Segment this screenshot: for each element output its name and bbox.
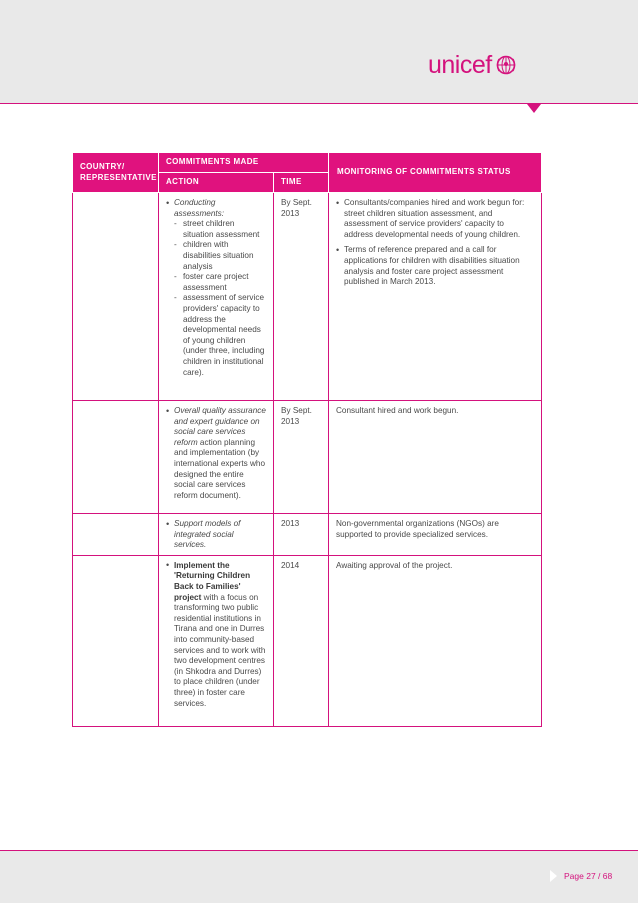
commitments-made-header: COMMITMENTS MADE — [159, 153, 329, 173]
commitments-table — [72, 152, 542, 727]
unicef-logo — [428, 50, 518, 80]
action-bold-text: Implement the 'Returning Children Back to Families' project — [174, 560, 251, 602]
action-header: ACTION — [159, 173, 274, 193]
time-cell: By Sept. 2013 — [274, 193, 329, 401]
country-cell — [73, 193, 159, 401]
monitoring-cell — [329, 193, 542, 401]
country-cell — [73, 514, 159, 556]
logo-wordmark: unicef — [428, 50, 492, 79]
monitoring-status-header: MONITORING OF COMMITMENTS STATUS — [329, 153, 542, 193]
country-cell — [73, 555, 159, 726]
action-sub-item: - street children situation assessment — [166, 219, 266, 240]
table-row — [73, 555, 542, 726]
header-band — [0, 0, 638, 104]
action-cell — [159, 514, 274, 556]
header-notch-marker — [527, 104, 541, 113]
monitoring-item: • Terms of reference prepared and a call for applications for children with disabilities situation analysis and foster care project assessment published in March 2013. — [336, 245, 534, 287]
action-italic-text: Overall quality assurance and expert guidance on social care services reform — [174, 406, 266, 447]
monitoring-cell: Non-governmental organizations (NGOs) are supported to provide specialized services. — [329, 514, 542, 556]
action-rest-text: with a focus on transforming two public residential institutions in Tirana and one in Durres into community-based services and to work with two development centres (in Shkodra and Durres) to place children (under three) in foster care services. — [174, 592, 266, 708]
country-cell — [73, 401, 159, 514]
action-cell — [159, 401, 274, 514]
page-pointer-icon — [550, 870, 557, 882]
footer-band — [0, 850, 638, 903]
monitoring-cell: Consultant hired and work begun. — [329, 401, 542, 514]
monitoring-cell: Awaiting approval of the project. — [329, 555, 542, 726]
action-rest-text: action planning and implementation (by international experts who designed the entire social care services reform document). — [174, 437, 266, 500]
action-text — [166, 406, 266, 501]
action-sub-item: - children with disabilities situation analysis — [166, 240, 266, 272]
action-title: • Conducting assessments: — [166, 198, 266, 219]
action-italic-text: • Support models of integrated social services. — [166, 519, 266, 551]
page-indicator — [550, 870, 612, 882]
action-cell — [159, 555, 274, 726]
page-number: Page 27 / 68 — [564, 871, 613, 881]
time-header: TIME — [274, 173, 329, 193]
monitoring-item: • Consultants/companies hired and work begun for: street children situation assessment, and assessment of service providers' capacity to address developmental needs of young children. — [336, 198, 534, 240]
action-sub-item: - assessment of service providers' capacity to address the developmental needs of young children (under three, including children in institutional care). — [166, 293, 266, 378]
action-cell — [159, 193, 274, 401]
table-row — [73, 193, 542, 401]
action-sub-item: - foster care project assessment — [166, 272, 266, 293]
time-cell: 2013 — [274, 514, 329, 556]
time-cell: By Sept. 2013 — [274, 401, 329, 514]
unicef-emblem-icon — [494, 53, 518, 77]
table-row — [73, 514, 542, 556]
table-row — [73, 401, 542, 514]
time-cell: 2014 — [274, 555, 329, 726]
action-text — [166, 561, 266, 709]
country-representative-header: COUNTRY/ REPRESENTATIVE — [73, 153, 159, 193]
